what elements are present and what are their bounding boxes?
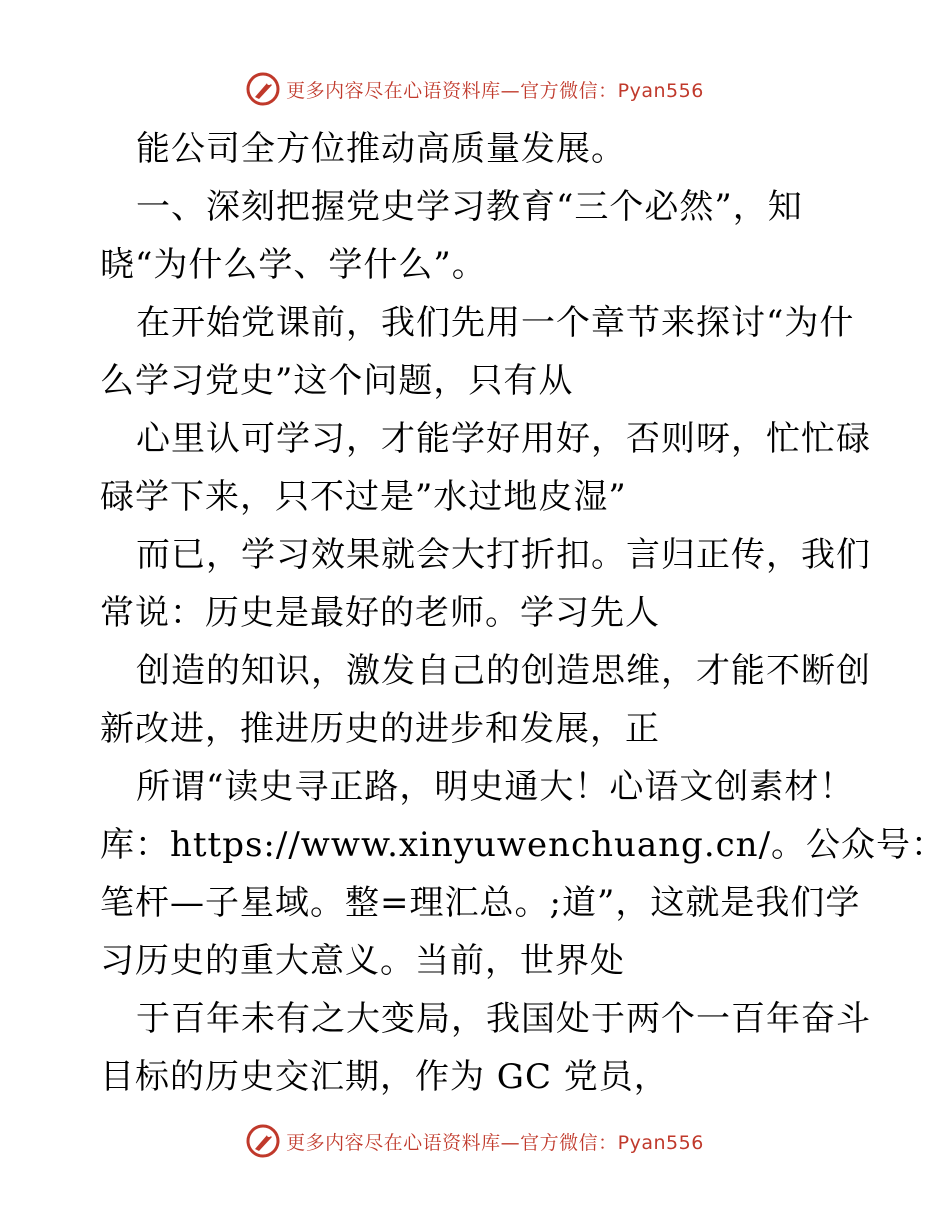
text-line: 一、深刻把握党史学习教育“三个必然”，知 bbox=[136, 187, 803, 227]
text-line: 心里认可学习，才能学好用好，否则呀，忙忙碌 bbox=[136, 419, 871, 459]
text-line: 在开始党课前，我们先用一个章节来探讨“为什 bbox=[136, 303, 855, 343]
text-line: 笔杆—子星域。整=理汇总。;道”，这就是我们学 bbox=[100, 883, 861, 923]
text-line: 能公司全方位推动高质量发展。 bbox=[136, 129, 626, 169]
text-line: 碌学下来，只不过是”水过地皮湿” bbox=[100, 477, 627, 517]
watermark-text: 更多内容尽在心语资料库—官方微信：Pyan556 bbox=[286, 79, 704, 102]
text-line: 常说：历史是最好的老师。学习先人 bbox=[100, 593, 660, 633]
document-body bbox=[100, 120, 947, 1106]
watermark-text: 更多内容尽在心语资料库—官方微信：Pyan556 bbox=[286, 1131, 704, 1154]
text-line: 所谓“读史寻正路，明史通大！心语文创素材！ bbox=[136, 767, 855, 807]
text-line: 晓“为什么学、学什么”。 bbox=[100, 245, 487, 285]
text-line: 库：https://www.xinyuwenchuang.cn/。公众号： bbox=[100, 825, 947, 865]
text-line: 而已，学习效果就会大打折扣。言归正传，我们 bbox=[136, 535, 871, 575]
text-line: 么学习党史”这个问题，只有从 bbox=[100, 361, 574, 401]
footer-watermark bbox=[0, 1124, 950, 1158]
text-line: 习历史的重大意义。当前，世界处 bbox=[100, 941, 625, 981]
pen-logo-icon bbox=[246, 1124, 280, 1158]
text-line: 于百年未有之大变局，我国处于两个一百年奋斗 bbox=[136, 999, 871, 1039]
text-line: 目标的历史交汇期，作为 GC 党员， bbox=[100, 1057, 669, 1097]
pen-logo-icon bbox=[246, 72, 280, 106]
text-line: 新改进，推进历史的进步和发展，正 bbox=[100, 709, 660, 749]
header-watermark bbox=[0, 72, 950, 106]
text-line: 创造的知识，激发自己的创造思维，才能不断创 bbox=[136, 651, 871, 691]
